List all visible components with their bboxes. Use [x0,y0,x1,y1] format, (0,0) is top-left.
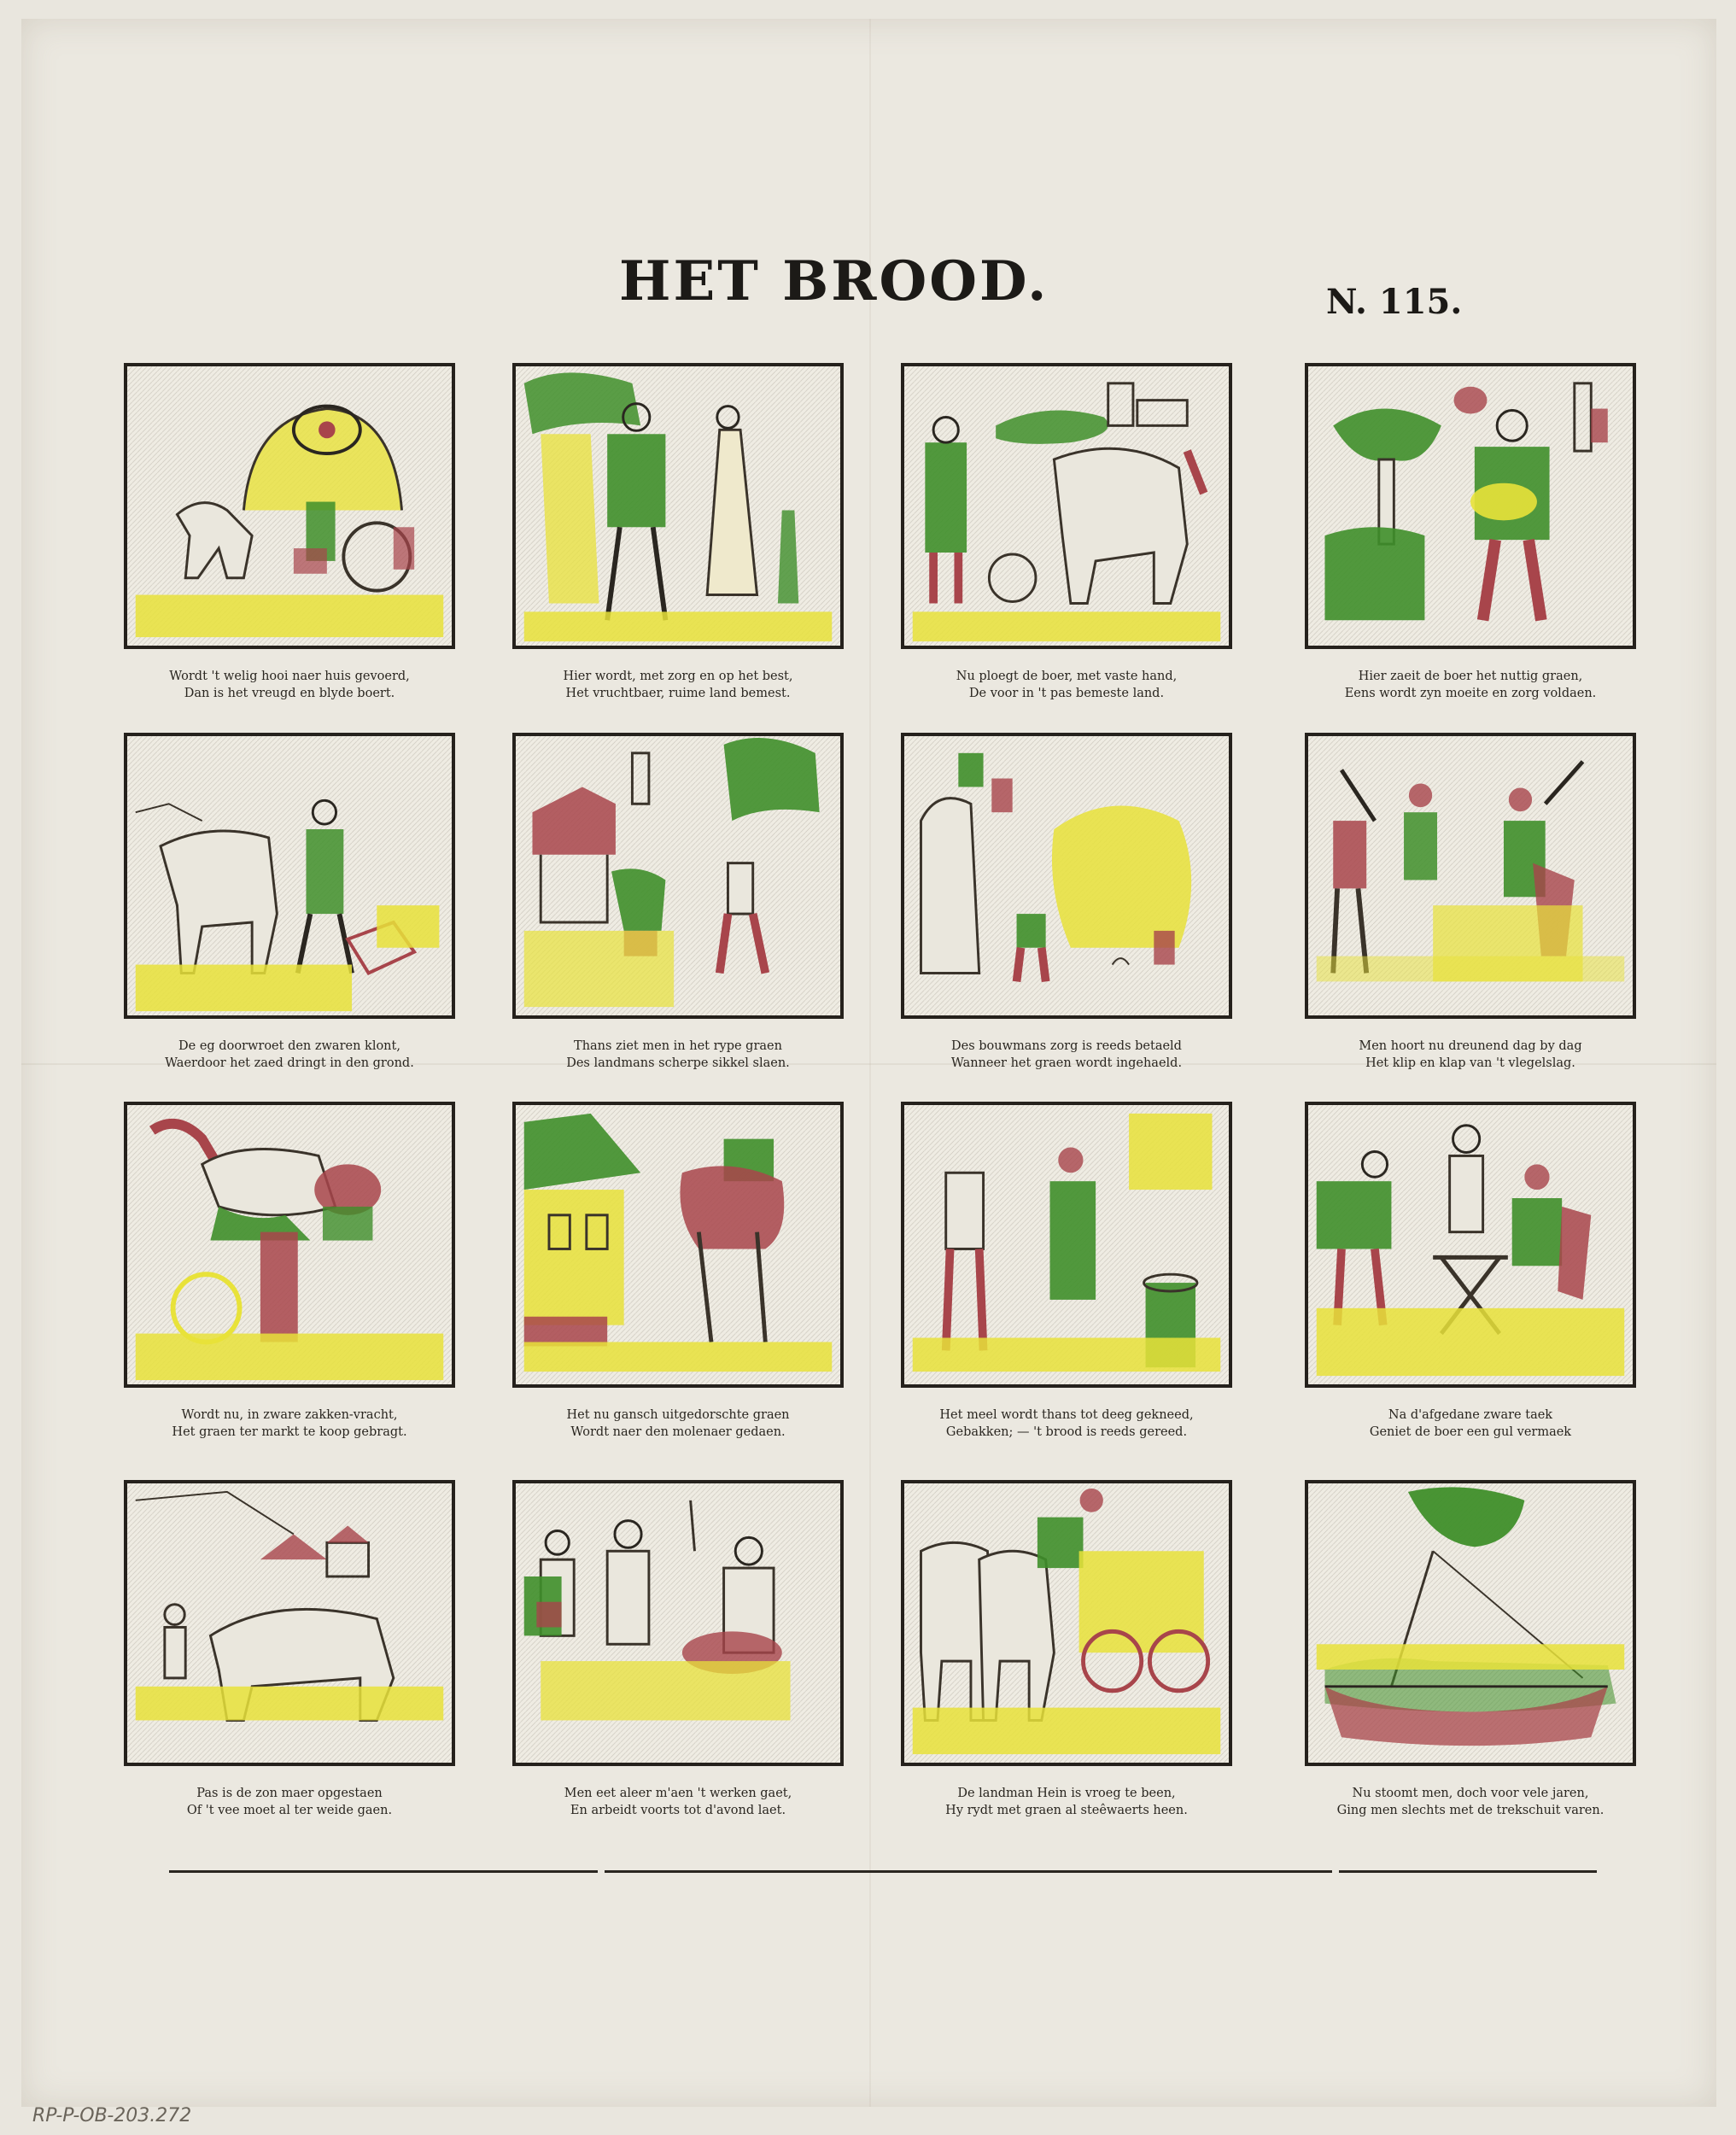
verse-line-2: Het klip en klap van 't vlegelslag. [1365,1056,1575,1070]
verse-line-2: Wanneer het graen wordt ingehaeld. [950,1056,1183,1070]
verse-line-1: Na d'afgedane zware taek [1388,1408,1553,1422]
print-cell [512,1480,850,1819]
woodcut-sowing [1305,363,1636,649]
verse-line-2: Eens wordt zyn moeite en zorg voldaen. [1344,687,1597,700]
verse-line-2: Het graen ter markt te koop gebragt. [172,1425,407,1439]
print-cell [901,1480,1238,1819]
woodcut-illustration [516,1483,840,1763]
woodcut-meal-break [512,1480,844,1766]
print-cell [124,1102,461,1441]
verse-caption [901,1407,1232,1441]
print-cell [1305,1480,1642,1819]
woodcut-ploughing [901,363,1232,649]
verse-line-1: Des bouwmans zorg is reeds betaeld [951,1039,1182,1053]
woodcut-illustration [127,366,452,646]
woodcut-hay-wagon [124,363,455,649]
archive-number: RP-P-OB-203.272 [32,2105,192,2126]
verse-line-1: Thans ziet men in het rype graen [574,1039,782,1053]
print-cell [124,363,461,702]
verse-caption [1305,1785,1636,1819]
woodcut-illustration [127,736,452,1015]
verse-line-2: Wordt naer den molenaer gedaen. [570,1425,786,1439]
woodcut-illustration [1308,1105,1633,1384]
verse-line-1: Hier wordt, met zorg en op het best, [563,670,793,683]
verse-caption [512,1407,844,1441]
verse-line-2: Dan is het vreugd en blyde boert. [184,687,395,700]
verse-line-1: Men hoort nu dreunend dag by dag [1359,1039,1582,1053]
verse-line-1: Men eet aleer m'aen 't werken gaet, [564,1787,792,1800]
print-cell [1305,733,1642,1072]
woodcut-illustration [516,366,840,646]
woodcut-baking [901,1102,1232,1388]
verse-line-2: De voor in 't pas bemeste land. [968,687,1165,700]
sheet-number: N. 115. [1326,282,1463,322]
woodcut-grain-cart [901,1480,1232,1766]
verse-caption [512,668,844,702]
print-cell [124,733,461,1072]
woodcut-illustration [127,1105,452,1384]
woodcut-to-miller [512,1102,844,1388]
verse-caption [512,1038,844,1072]
print-cell [512,1102,850,1441]
woodcut-illustration [127,1483,452,1763]
verse-line-2: Geniet de boer een gul vermaek [1369,1425,1572,1439]
verse-caption [512,1785,844,1819]
sheet-title: HET BROOD. [619,249,1049,313]
verse-caption [1305,668,1636,702]
verse-line-2: Des landmans scherpe sikkel slaen. [566,1056,790,1070]
woodcut-illustration [904,366,1229,646]
verse-line-2: Waerdoor het zaed dringt in den grond. [165,1056,414,1070]
woodcut-tavern [1305,1102,1636,1388]
verse-line-1: Nu ploegt de boer, met vaste hand, [956,670,1178,683]
woodcut-harrowing [124,733,455,1019]
verse-line-2: Of 't vee moet al ter weide gaen. [186,1804,393,1817]
print-cell [512,363,850,702]
verse-line-2: Het vruchtbaer, ruime land bemest. [565,687,791,700]
verse-caption [124,668,455,702]
woodcut-tow-barge [1305,1480,1636,1766]
woodcut-illustration [904,1483,1229,1763]
print-cell [124,1480,461,1819]
print-cell [512,733,850,1072]
verse-line-2: Hy rydt met graen al steêwaerts heen. [945,1804,1188,1817]
verse-line-1: Pas is de zon maer opgestaen [196,1787,383,1800]
woodcut-illustration [1308,736,1633,1015]
woodcut-illustration [904,736,1229,1015]
rule-gap [1332,1867,1339,1875]
print-cell [901,733,1238,1072]
woodcut-illustration [1308,1483,1633,1763]
print-cell [901,1102,1238,1441]
print-cell [1305,1102,1642,1441]
verse-line-1: Hier zaeit de boer het nuttig graen, [1358,670,1583,683]
verse-caption [1305,1038,1636,1072]
verse-line-2: Ging men slechts met de trekschuit varen. [1336,1804,1604,1817]
verse-line-2: Gebakken; — 't brood is reeds gereed. [945,1425,1188,1439]
verse-caption [901,1038,1232,1072]
print-cell [901,363,1238,702]
woodcut-illustration [516,1105,840,1384]
woodcut-manuring [512,363,844,649]
woodcut-illustration [904,1105,1229,1384]
verse-caption [124,1407,455,1441]
woodcut-threshing [1305,733,1636,1019]
bottom-rule [169,1870,1597,1873]
verse-caption [901,668,1232,702]
verse-line-1: Nu stoomt men, doch voor vele jaren, [1352,1787,1589,1800]
woodcut-illustration [1308,366,1633,646]
woodcut-dawn-cattle [124,1480,455,1766]
verse-caption [124,1038,455,1072]
verse-line-1: De eg doorwroet den zwaren klont, [178,1039,400,1053]
verse-line-1: Wordt nu, in zware zakken-vracht, [181,1408,398,1422]
verse-caption [901,1785,1232,1819]
verse-caption [1305,1407,1636,1441]
rule-gap [598,1867,605,1875]
verse-caption [124,1785,455,1819]
woodcut-harvest [901,733,1232,1019]
verse-line-1: Wordt 't welig hooi naer huis gevoerd, [169,670,410,683]
woodcut-illustration [516,736,840,1015]
woodcut-reaping [512,733,844,1019]
woodcut-sacks-cart [124,1102,455,1388]
verse-line-1: De landman Hein is vroeg te been, [957,1787,1176,1800]
verse-line-1: Het nu gansch uitgedorschte graen [566,1408,790,1422]
verse-line-1: Het meel wordt thans tot deeg gekneed, [939,1408,1194,1422]
verse-line-2: En arbeidt voorts tot d'avond laet. [570,1804,786,1817]
print-cell [1305,363,1642,702]
